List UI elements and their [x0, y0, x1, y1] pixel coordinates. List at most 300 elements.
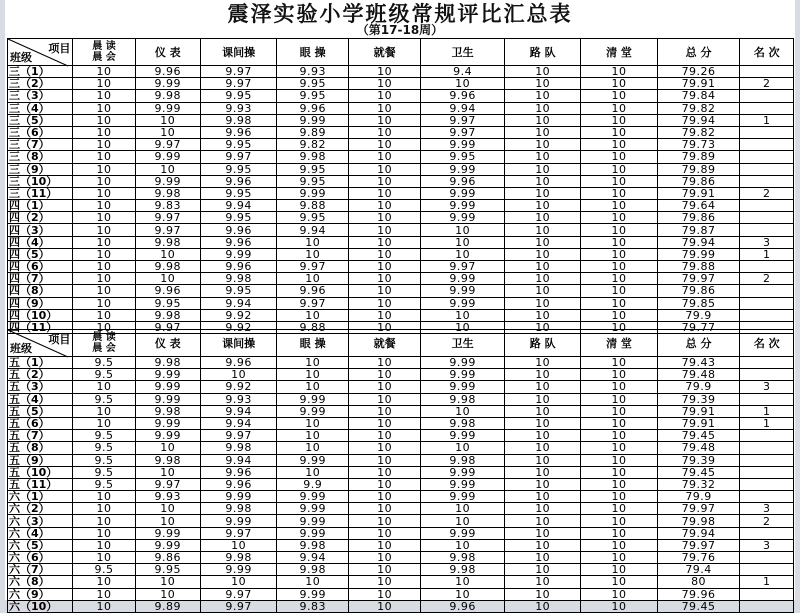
class-cell: 四（6） — [8, 261, 73, 273]
hygiene-cell: 10 — [421, 576, 505, 588]
table-row — [8, 212, 794, 224]
clearing-cell: 10 — [581, 600, 657, 612]
class-cell: 四（1） — [8, 200, 73, 212]
total-cell: 79.82 — [657, 126, 740, 138]
dining-cell: 10 — [349, 369, 421, 381]
queue-cell: 10 — [505, 78, 581, 90]
rank-cell — [740, 369, 794, 381]
eye-exercise-cell: 9.98 — [277, 564, 349, 576]
class-cell: 五（4） — [8, 393, 73, 405]
morning-cell: 10 — [73, 576, 135, 588]
table-row — [8, 527, 794, 539]
appearance-cell: 9.96 — [135, 285, 200, 297]
hygiene-cell: 9.99 — [421, 139, 505, 151]
total-cell: 79.9 — [657, 381, 740, 393]
exercise-cell: 9.99 — [200, 564, 276, 576]
appearance-cell: 9.96 — [135, 66, 200, 78]
queue-cell: 10 — [505, 588, 581, 600]
eye-exercise-cell: 10 — [277, 357, 349, 369]
hygiene-cell: 10 — [421, 503, 505, 515]
rank-cell — [740, 66, 794, 78]
class-cell: 五（7） — [8, 430, 73, 442]
header-exercise: 课间操 — [200, 39, 276, 66]
rank-cell — [740, 90, 794, 102]
morning-cell: 9.5 — [73, 478, 135, 490]
clearing-cell: 10 — [581, 405, 657, 417]
rank-cell — [740, 261, 794, 273]
header-dining: 就餐 — [349, 39, 421, 66]
dining-cell: 10 — [349, 576, 421, 588]
clearing-cell: 10 — [581, 187, 657, 199]
table2-body — [8, 357, 794, 613]
class-cell: 四（2） — [8, 212, 73, 224]
queue-cell: 10 — [505, 321, 581, 333]
exercise-cell: 9.97 — [200, 78, 276, 90]
exercise-cell: 9.94 — [200, 200, 276, 212]
total-cell: 79.73 — [657, 139, 740, 151]
eye-exercise-cell: 10 — [277, 576, 349, 588]
eye-exercise-cell: 10 — [277, 430, 349, 442]
total-cell: 79.39 — [657, 393, 740, 405]
class-cell: 六（2） — [8, 503, 73, 515]
total-cell: 79.89 — [657, 151, 740, 163]
clearing-cell: 10 — [581, 454, 657, 466]
hygiene-cell: 9.99 — [421, 200, 505, 212]
dining-cell: 10 — [349, 588, 421, 600]
queue-cell: 10 — [505, 187, 581, 199]
morning-cell: 9.5 — [73, 393, 135, 405]
table-row — [8, 564, 794, 576]
header-hygiene: 卫生 — [421, 39, 505, 66]
appearance-cell: 9.99 — [135, 393, 200, 405]
morning-cell: 10 — [73, 503, 135, 515]
header-eye-exercise: 眼 操 — [277, 39, 349, 66]
exercise-cell: 9.92 — [200, 321, 276, 333]
rank-cell: 2 — [740, 515, 794, 527]
total-cell: 79.97 — [657, 503, 740, 515]
morning-cell: 10 — [73, 114, 135, 126]
exercise-cell: 9.97 — [200, 527, 276, 539]
appearance-cell: 9.98 — [135, 405, 200, 417]
queue-cell: 10 — [505, 273, 581, 285]
hygiene-cell: 9.99 — [421, 187, 505, 199]
queue-cell: 10 — [505, 90, 581, 102]
appearance-cell: 10 — [135, 442, 200, 454]
morning-cell: 9.5 — [73, 466, 135, 478]
rank-cell: 3 — [740, 503, 794, 515]
morning-cell: 10 — [73, 297, 135, 309]
queue-cell: 10 — [505, 491, 581, 503]
exercise-cell: 9.96 — [200, 478, 276, 490]
dining-cell: 10 — [349, 478, 421, 490]
queue-cell: 10 — [505, 564, 581, 576]
morning-cell: 10 — [73, 139, 135, 151]
rank-cell — [740, 151, 794, 163]
clearing-cell: 10 — [581, 114, 657, 126]
clearing-cell: 10 — [581, 273, 657, 285]
class-cell: 三（10） — [8, 175, 73, 187]
eye-exercise-cell: 10 — [277, 442, 349, 454]
total-cell: 79.9 — [657, 491, 740, 503]
appearance-cell: 9.97 — [135, 139, 200, 151]
header-total: 总 分 — [657, 330, 740, 357]
eye-exercise-cell: 10 — [277, 273, 349, 285]
clearing-cell: 10 — [581, 236, 657, 248]
clearing-cell: 10 — [581, 90, 657, 102]
queue-cell: 10 — [505, 503, 581, 515]
rank-cell — [740, 175, 794, 187]
eye-exercise-cell: 9.99 — [277, 405, 349, 417]
queue-cell: 10 — [505, 126, 581, 138]
hygiene-cell: 9.99 — [421, 357, 505, 369]
total-cell: 79.94 — [657, 527, 740, 539]
eye-exercise-cell: 10 — [277, 248, 349, 260]
header-corner-cell — [8, 330, 73, 357]
table-row — [8, 248, 794, 260]
exercise-cell: 9.98 — [200, 503, 276, 515]
class-cell: 四（5） — [8, 248, 73, 260]
queue-cell: 10 — [505, 417, 581, 429]
corner-label-item: 项目 — [48, 42, 71, 55]
total-cell: 79.96 — [657, 588, 740, 600]
appearance-cell: 9.99 — [135, 151, 200, 163]
hygiene-cell: 10 — [421, 539, 505, 551]
rank-cell — [740, 466, 794, 478]
dining-cell: 10 — [349, 442, 421, 454]
clearing-cell: 10 — [581, 78, 657, 90]
hygiene-cell: 9.99 — [421, 491, 505, 503]
exercise-cell: 9.97 — [200, 588, 276, 600]
rank-cell — [740, 393, 794, 405]
class-cell: 五（3） — [8, 381, 73, 393]
dining-cell: 10 — [349, 321, 421, 333]
dining-cell: 10 — [349, 151, 421, 163]
clearing-cell: 10 — [581, 491, 657, 503]
exercise-cell: 9.94 — [200, 405, 276, 417]
dining-cell: 10 — [349, 515, 421, 527]
total-cell: 79.94 — [657, 236, 740, 248]
clearing-cell: 10 — [581, 200, 657, 212]
page-subtitle: （第17-18周） — [356, 23, 444, 37]
class-cell: 四（4） — [8, 236, 73, 248]
class-cell: 三（9） — [8, 163, 73, 175]
total-cell: 79.4 — [657, 564, 740, 576]
table1-body — [8, 66, 794, 334]
hygiene-cell: 9.94 — [421, 102, 505, 114]
clearing-cell: 10 — [581, 576, 657, 588]
exercise-cell: 9.96 — [200, 357, 276, 369]
dining-cell: 10 — [349, 297, 421, 309]
clearing-cell: 10 — [581, 466, 657, 478]
dining-cell: 10 — [349, 430, 421, 442]
clearing-cell: 10 — [581, 357, 657, 369]
appearance-cell: 10 — [135, 515, 200, 527]
dining-cell: 10 — [349, 491, 421, 503]
queue-cell: 10 — [505, 515, 581, 527]
dining-cell: 10 — [349, 357, 421, 369]
table-row — [8, 78, 794, 90]
morning-cell: 10 — [73, 102, 135, 114]
table-row — [8, 381, 794, 393]
dining-cell: 10 — [349, 212, 421, 224]
eye-exercise-cell: 9.99 — [277, 503, 349, 515]
total-cell: 79.86 — [657, 285, 740, 297]
appearance-cell: 10 — [135, 466, 200, 478]
corner-label-item: 项目 — [48, 333, 71, 346]
hygiene-cell: 9.98 — [421, 454, 505, 466]
clearing-cell: 10 — [581, 478, 657, 490]
morning-cell: 10 — [73, 200, 135, 212]
total-cell: 79.97 — [657, 539, 740, 551]
hygiene-cell: 10 — [421, 405, 505, 417]
queue-cell: 10 — [505, 430, 581, 442]
hygiene-cell: 9.98 — [421, 393, 505, 405]
morning-cell: 9.5 — [73, 430, 135, 442]
rank-cell — [740, 430, 794, 442]
class-cell: 六（4） — [8, 527, 73, 539]
clearing-cell: 10 — [581, 261, 657, 273]
appearance-cell: 9.83 — [135, 200, 200, 212]
hygiene-cell: 9.99 — [421, 478, 505, 490]
appearance-cell: 10 — [135, 163, 200, 175]
hygiene-cell: 10 — [421, 236, 505, 248]
appearance-cell: 10 — [135, 248, 200, 260]
table-row — [8, 393, 794, 405]
queue-cell: 10 — [505, 285, 581, 297]
header-morning — [73, 330, 135, 357]
eye-exercise-cell: 9.94 — [277, 224, 349, 236]
hygiene-cell: 9.97 — [421, 261, 505, 273]
exercise-cell: 9.97 — [200, 66, 276, 78]
total-cell: 79.85 — [657, 297, 740, 309]
class-cell: 六（9） — [8, 588, 73, 600]
hygiene-cell: 9.98 — [421, 417, 505, 429]
class-cell: 六（8） — [8, 576, 73, 588]
queue-cell: 10 — [505, 224, 581, 236]
class-cell: 五（5） — [8, 405, 73, 417]
clearing-cell: 10 — [581, 552, 657, 564]
score-table-grades-3-4 — [7, 38, 794, 334]
table-row — [8, 273, 794, 285]
class-cell: 五（9） — [8, 454, 73, 466]
appearance-cell: 9.98 — [135, 187, 200, 199]
queue-cell: 10 — [505, 175, 581, 187]
queue-cell: 10 — [505, 576, 581, 588]
rank-cell: 1 — [740, 248, 794, 260]
exercise-cell: 9.98 — [200, 273, 276, 285]
appearance-cell: 10 — [135, 576, 200, 588]
clearing-cell: 10 — [581, 102, 657, 114]
class-cell: 三（1） — [8, 66, 73, 78]
queue-cell: 10 — [505, 102, 581, 114]
rank-cell: 1 — [740, 405, 794, 417]
rank-cell: 3 — [740, 236, 794, 248]
morning-cell: 10 — [73, 273, 135, 285]
table-row — [8, 66, 794, 78]
morning-cell: 9.5 — [73, 564, 135, 576]
class-cell: 三（11） — [8, 187, 73, 199]
exercise-cell: 9.94 — [200, 297, 276, 309]
total-cell: 79.91 — [657, 187, 740, 199]
dining-cell: 10 — [349, 466, 421, 478]
rank-cell: 2 — [740, 187, 794, 199]
exercise-cell: 9.93 — [200, 102, 276, 114]
appearance-cell: 9.86 — [135, 552, 200, 564]
appearance-cell: 9.98 — [135, 261, 200, 273]
table-row — [8, 261, 794, 273]
class-cell: 四（11） — [8, 321, 73, 333]
clearing-cell: 10 — [581, 126, 657, 138]
hygiene-cell: 9.99 — [421, 297, 505, 309]
rank-cell — [740, 357, 794, 369]
hygiene-cell: 10 — [421, 248, 505, 260]
dining-cell: 10 — [349, 200, 421, 212]
class-cell: 六（3） — [8, 515, 73, 527]
exercise-cell: 9.97 — [200, 430, 276, 442]
total-cell: 79.91 — [657, 405, 740, 417]
eye-exercise-cell: 9.99 — [277, 588, 349, 600]
eye-exercise-cell: 9.89 — [277, 126, 349, 138]
hygiene-cell: 9.99 — [421, 212, 505, 224]
appearance-cell: 10 — [135, 126, 200, 138]
queue-cell: 10 — [505, 297, 581, 309]
appearance-cell: 10 — [135, 588, 200, 600]
morning-cell: 10 — [73, 539, 135, 551]
total-cell: 79.84 — [657, 90, 740, 102]
exercise-cell: 9.96 — [200, 236, 276, 248]
class-cell: 五（11） — [8, 478, 73, 490]
header-queue: 路 队 — [505, 330, 581, 357]
eye-exercise-cell: 9.95 — [277, 175, 349, 187]
eye-exercise-cell: 9.88 — [277, 321, 349, 333]
morning-cell: 10 — [73, 151, 135, 163]
table-row — [8, 187, 794, 199]
table-row — [8, 430, 794, 442]
appearance-cell: 9.99 — [135, 527, 200, 539]
hygiene-cell: 9.96 — [421, 175, 505, 187]
class-cell: 六（5） — [8, 539, 73, 551]
morning-cell: 10 — [73, 588, 135, 600]
header-corner-cell — [8, 39, 73, 66]
eye-exercise-cell: 10 — [277, 309, 349, 321]
total-cell: 79.26 — [657, 66, 740, 78]
queue-cell: 10 — [505, 151, 581, 163]
appearance-cell: 9.89 — [135, 600, 200, 612]
rank-cell: 1 — [740, 114, 794, 126]
appearance-cell: 9.99 — [135, 369, 200, 381]
eye-exercise-cell: 9.99 — [277, 393, 349, 405]
clearing-cell: 10 — [581, 442, 657, 454]
queue-cell: 10 — [505, 261, 581, 273]
rank-cell — [740, 200, 794, 212]
class-cell: 三（7） — [8, 139, 73, 151]
eye-exercise-cell: 10 — [277, 466, 349, 478]
total-cell: 79.99 — [657, 248, 740, 260]
table-header-row — [8, 330, 794, 357]
morning-cell: 10 — [73, 90, 135, 102]
hygiene-cell: 9.99 — [421, 369, 505, 381]
total-cell: 79.43 — [657, 357, 740, 369]
header-appearance: 仪 表 — [135, 330, 200, 357]
clearing-cell: 10 — [581, 527, 657, 539]
appearance-cell: 9.97 — [135, 224, 200, 236]
exercise-cell: 9.95 — [200, 163, 276, 175]
dining-cell: 10 — [349, 175, 421, 187]
header-rank: 名 次 — [740, 39, 794, 66]
dining-cell: 10 — [349, 261, 421, 273]
table-row — [8, 454, 794, 466]
corner-label-class: 班级 — [10, 51, 32, 64]
queue-cell: 10 — [505, 66, 581, 78]
header-eye-exercise: 眼 操 — [277, 330, 349, 357]
queue-cell: 10 — [505, 212, 581, 224]
morning-cell: 9.5 — [73, 442, 135, 454]
morning-cell: 9.5 — [73, 357, 135, 369]
eye-exercise-cell: 10 — [277, 417, 349, 429]
table-row — [8, 151, 794, 163]
total-cell: 79.77 — [657, 321, 740, 333]
table-row — [8, 576, 794, 588]
eye-exercise-cell: 9.99 — [277, 527, 349, 539]
hygiene-cell: 10 — [421, 588, 505, 600]
appearance-cell: 10 — [135, 503, 200, 515]
dining-cell: 10 — [349, 405, 421, 417]
eye-exercise-cell: 10 — [277, 381, 349, 393]
appearance-cell: 9.98 — [135, 90, 200, 102]
appearance-cell: 9.95 — [135, 297, 200, 309]
morning-cell: 9.5 — [73, 369, 135, 381]
eye-exercise-cell: 9.99 — [277, 515, 349, 527]
appearance-cell: 9.97 — [135, 212, 200, 224]
rank-cell: 2 — [740, 78, 794, 90]
dining-cell: 10 — [349, 66, 421, 78]
hygiene-cell: 9.95 — [421, 151, 505, 163]
queue-cell: 10 — [505, 248, 581, 260]
rank-cell — [740, 552, 794, 564]
class-cell: 四（7） — [8, 273, 73, 285]
header-exercise: 课间操 — [200, 330, 276, 357]
report-sheet — [5, 0, 795, 613]
exercise-cell: 10 — [200, 539, 276, 551]
appearance-cell: 9.95 — [135, 564, 200, 576]
clearing-cell: 10 — [581, 393, 657, 405]
hygiene-cell: 9.99 — [421, 381, 505, 393]
clearing-cell: 10 — [581, 369, 657, 381]
header-total: 总 分 — [657, 39, 740, 66]
table-row — [8, 503, 794, 515]
eye-exercise-cell: 10 — [277, 236, 349, 248]
class-cell: 三（3） — [8, 90, 73, 102]
rank-cell — [740, 309, 794, 321]
class-cell: 五（2） — [8, 369, 73, 381]
total-cell: 79.86 — [657, 212, 740, 224]
morning-cell: 10 — [73, 175, 135, 187]
clearing-cell: 10 — [581, 163, 657, 175]
eye-exercise-cell: 9.97 — [277, 261, 349, 273]
table-row — [8, 102, 794, 114]
appearance-cell: 9.97 — [135, 478, 200, 490]
morning-cell: 10 — [73, 126, 135, 138]
dining-cell: 10 — [349, 309, 421, 321]
clearing-cell: 10 — [581, 381, 657, 393]
queue-cell: 10 — [505, 393, 581, 405]
class-cell: 四（3） — [8, 224, 73, 236]
total-cell: 80 — [657, 576, 740, 588]
exercise-cell: 9.99 — [200, 248, 276, 260]
appearance-cell: 9.93 — [135, 491, 200, 503]
dining-cell: 10 — [349, 224, 421, 236]
clearing-cell: 10 — [581, 515, 657, 527]
